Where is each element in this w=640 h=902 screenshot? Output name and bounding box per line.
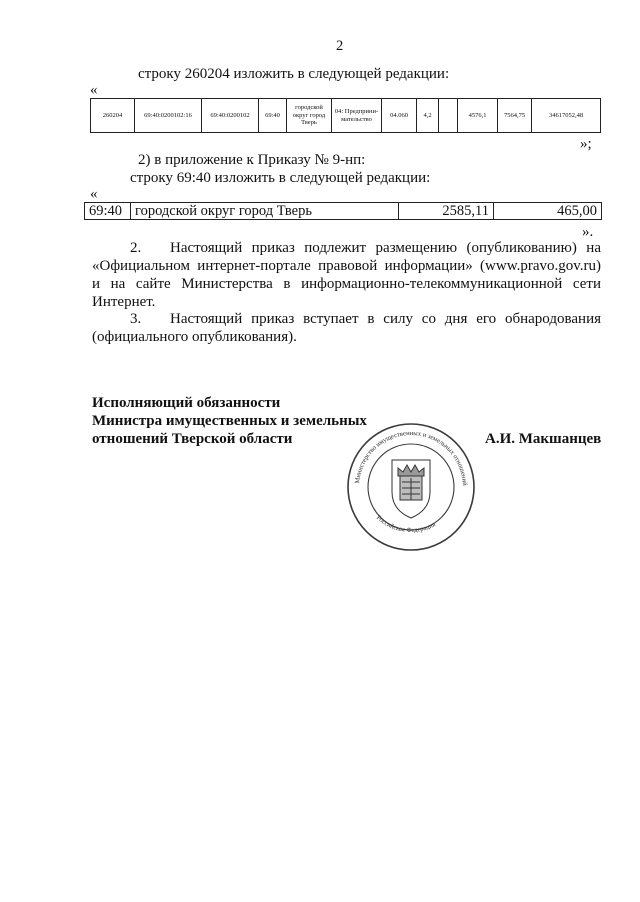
item-2-header: 2) в приложение к Приказу № 9-нп:	[138, 152, 366, 168]
cell-specific-value: 7564,75	[498, 99, 532, 133]
open-quote-1: «	[90, 82, 98, 98]
coat-of-arms-icon	[392, 460, 430, 518]
cell-area-value: 2585,11	[399, 203, 494, 220]
para-2-line-4: Интернет.	[92, 294, 156, 310]
para-3-line-2: (официального опубликования).	[92, 329, 297, 345]
signatory-title-3: отношений Тверской области	[92, 431, 293, 447]
para-3-line-1: Настоящий приказ вступает в силу со дня его обнародования	[170, 311, 601, 327]
official-seal-icon	[346, 422, 476, 552]
close-quote-period: ».	[582, 224, 594, 240]
para-2-line-3: и на сайте Министерства в информационно-телекоммуникационной сети	[92, 276, 601, 292]
cell-municipality-name: городской округ город Тверь	[131, 203, 399, 220]
para-2-line-2: «Официальном интернет-портале правовой информации» (www.pravo.gov.ru)	[92, 258, 601, 274]
signatory-name: А.И. Макшанцев	[485, 431, 602, 447]
close-quote-semicolon: »;	[580, 136, 592, 152]
cell-value-1: 4,2	[417, 99, 439, 133]
signatory-title-2: Министра имущественных и земельных	[92, 413, 367, 429]
cell-code: 260204	[91, 99, 135, 133]
cell-municipality: городской округ город Тверь	[287, 99, 332, 133]
line-row-260204: строку 260204 изложить в следующей редакции:	[138, 66, 450, 82]
cell-area: 4576,1	[458, 99, 498, 133]
cell-subgroup: 04.060	[382, 99, 417, 133]
cell-cadastral-quarter: 69:40:0200102	[202, 99, 259, 133]
seal-ring-text: Министерство имущественных и земельных отношений	[354, 429, 469, 486]
para-2-number: 2.	[130, 240, 142, 256]
para-2-line-1: Настоящий приказ подлежит размещению (опубликованию) на	[170, 240, 601, 256]
cell-group: 04: Предприни-мательство	[332, 99, 382, 133]
page-number: 2	[336, 38, 344, 54]
table-row-260204	[90, 98, 601, 133]
open-quote-2: «	[90, 186, 98, 202]
cell-district: 69:40	[259, 99, 287, 133]
item-2-line: строку 69:40 изложить в следующей редакции:	[130, 170, 431, 186]
cell-price-value: 465,00	[494, 203, 602, 220]
para-3-number: 3.	[130, 311, 142, 327]
cell-cadastral-number: 69:40:0200102:16	[135, 99, 202, 133]
cell-district-code: 69:40	[85, 203, 131, 220]
table-row-69-40	[84, 202, 602, 220]
svg-text:Российская Федерация	[375, 514, 437, 534]
seal-bottom-text: Российская Федерация	[374, 514, 437, 535]
cell-cadastral-value: 34617052,48	[532, 99, 601, 133]
cell-value-2	[439, 99, 458, 133]
signatory-title-1: Исполняющий обязанности	[92, 395, 281, 411]
